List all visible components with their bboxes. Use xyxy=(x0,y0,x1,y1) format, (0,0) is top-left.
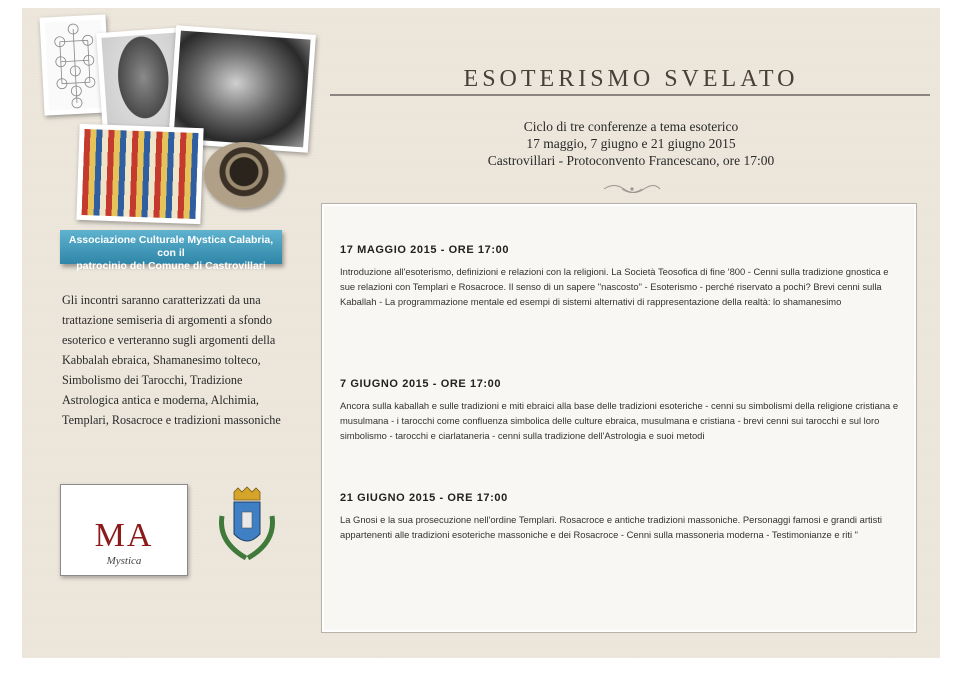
event-1 xyxy=(340,244,900,309)
subtitle-line1: Ciclo di tre conferenze a tema esoterico xyxy=(523,119,739,134)
mystica-logo-word: Mystica xyxy=(106,555,142,567)
subtitle-line2: 17 maggio, 7 giugno e 21 giugno 2015 xyxy=(526,136,736,151)
program-card xyxy=(322,204,916,632)
castrovillari-crest-icon xyxy=(212,486,282,568)
subtitle xyxy=(332,118,930,169)
event-3 xyxy=(340,492,900,542)
flourish-ornament-icon xyxy=(602,182,662,196)
event-3-text: La Gnosi e la sua prosecuzione nell'ordine Templari. Rosacroce e antiche tradizioni massoniche. Personaggi famosi e grandi artisti appartenenti alle tradizioni esoteriche massoniche e dei Rosacroce - Cenni sulla massoneria moderna - Testimonianze e riti " xyxy=(340,514,883,540)
association-banner xyxy=(60,230,282,272)
event-2-text: Ancora sulla kaballah e sulle tradizioni e miti ebraici alla base delle tradizioni esoteriche - cenni su simbolismi della religione cristiana e musulmana - i tarocchi come confluenza simbolica delle culture ebraica, musulmana e cristiana - brevi cenni sui tarocchi e sul loro simbolismo - tarocchi e ciarlataneria - cenni sulla tradizione dell'Astrologia e suoi metodi xyxy=(340,400,899,441)
event-2 xyxy=(340,378,900,443)
event-3-date: 21 GIUGNO 2015 - ORE 17:00 xyxy=(340,492,508,504)
carved-stone-image xyxy=(204,142,284,208)
poster xyxy=(22,8,940,658)
tarot-cards-photo xyxy=(76,124,203,224)
subtitle-line3: Castrovillari - Protoconvento Francescano, ore 17:00 xyxy=(487,153,775,168)
event-description: Gli incontri saranno caratterizzati da una trattazione semiseria di argomenti a sfondo esoterico e verteranno sugli argomenti della Kabbalah ebraica, Shamanesimo tolteco, Simbolismo dei Tarocchi, Tradizione Astrologica antica e moderna, Alchimia, Templari, Rosacroce e tradizioni massoniche xyxy=(62,293,281,427)
title-divider xyxy=(330,94,930,96)
association-banner-line1: Associazione Culturale Mystica Calabria, con il xyxy=(68,234,274,259)
mystica-logo xyxy=(60,484,188,576)
mystica-logo-letters: MA xyxy=(94,517,154,554)
event-2-date: 7 GIUGNO 2015 - ORE 17:00 xyxy=(340,378,502,390)
association-banner-line2: patrocinio del Comune di Castrovillari xyxy=(76,260,266,272)
page-title: ESOTERISMO SVELATO xyxy=(463,66,799,92)
event-1-text: Introduzione all'esoterismo, definizioni e relazioni con la religioni. La Società Teosofica di fine '800 - Cenni sulla tradizione gnostica e sue relazioni con Templari e Rosacroce. Il senso di un sapere "nascosto" - Esoterismo - perché riservato a pochi? Brevi cenni sulla Kaballah - La programmazione mentale ed esempi di sistemi alternativi di rappresentazione della realtà: lo shamanesimo xyxy=(340,266,889,307)
event-1-date: 17 MAGGIO 2015 - ORE 17:00 xyxy=(340,244,510,256)
